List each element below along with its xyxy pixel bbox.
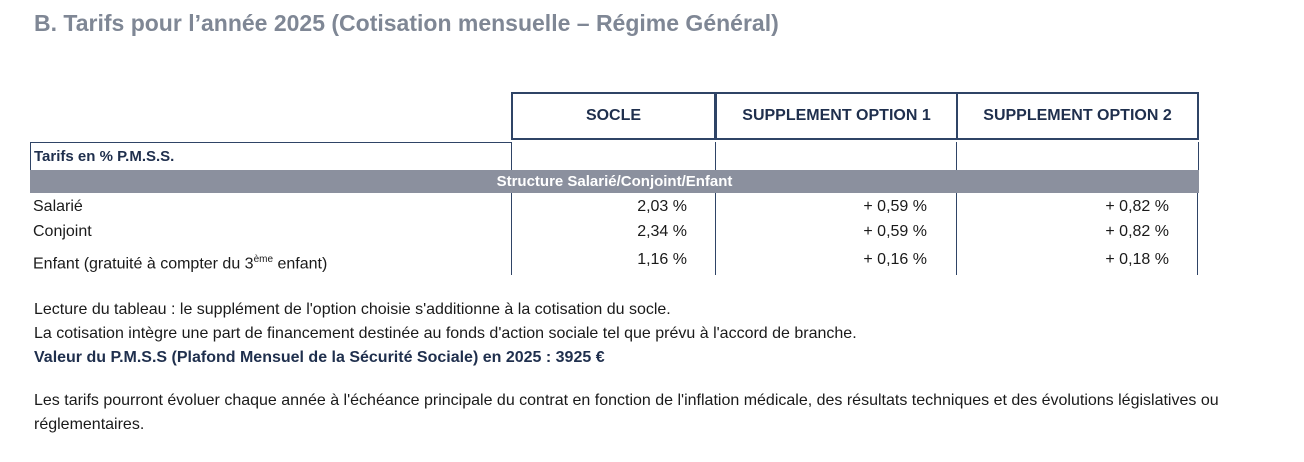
note-reading: Lecture du tableau : le supplément de l'option choisie s'additionne à la cotisation du socle. [34, 301, 671, 318]
note-evolution: Les tarifs pourront évoluer chaque année à l'échéance principale du contrat en fonction de l'inflation médicale, des résultats techniques et des évolutions législatives ou réglementaires. [34, 392, 1219, 433]
row-label: Salarié [33, 198, 83, 215]
notes [34, 298, 857, 370]
row-label: Conjoint [33, 223, 92, 240]
column-header-option-1: SUPPLEMENT OPTION 1 [715, 92, 958, 140]
value-option-1: + 0,16 % [863, 251, 927, 268]
table-row-enfant [30, 247, 1199, 272]
tarifs-cell-socle [511, 142, 716, 170]
table-row-conjoint [30, 219, 1199, 244]
column-header-socle: SOCLE [511, 92, 716, 140]
tarifs-cell-option-2 [956, 142, 1199, 170]
tarifs-row [30, 142, 1199, 170]
note-funding: La cotisation intègre une part de financement destinée au fonds d'action sociale tel que prévu à l'accord de branche. [34, 325, 857, 342]
column-header-option-2: SUPPLEMENT OPTION 2 [956, 92, 1199, 140]
value-option-2: + 0,82 % [1105, 223, 1169, 240]
value-option-1: + 0,59 % [863, 223, 927, 240]
value-socle: 2,34 % [637, 223, 687, 240]
table-row-salarie [30, 194, 1199, 219]
structure-band: Structure Salarié/Conjoint/Enfant [30, 170, 1199, 193]
note-pmss-value: Valeur du P.M.S.S (Plafond Mensuel de la Sécurité Sociale) en 2025 : 3925 € [34, 349, 605, 366]
tarifs-label: Tarifs en % P.M.S.S. [30, 142, 511, 170]
value-option-2: + 0,18 % [1105, 251, 1169, 268]
row-label: Enfant (gratuité à compter du 3ème enfant) [33, 254, 328, 273]
tarifs-cell-option-1 [715, 142, 957, 170]
value-socle: 1,16 % [637, 251, 687, 268]
value-option-2: + 0,82 % [1105, 198, 1169, 215]
section-title: B. Tarifs pour l’année 2025 (Cotisation mensuelle – Régime Général) [34, 10, 779, 36]
value-option-1: + 0,59 % [863, 198, 927, 215]
value-socle: 2,03 % [637, 198, 687, 215]
